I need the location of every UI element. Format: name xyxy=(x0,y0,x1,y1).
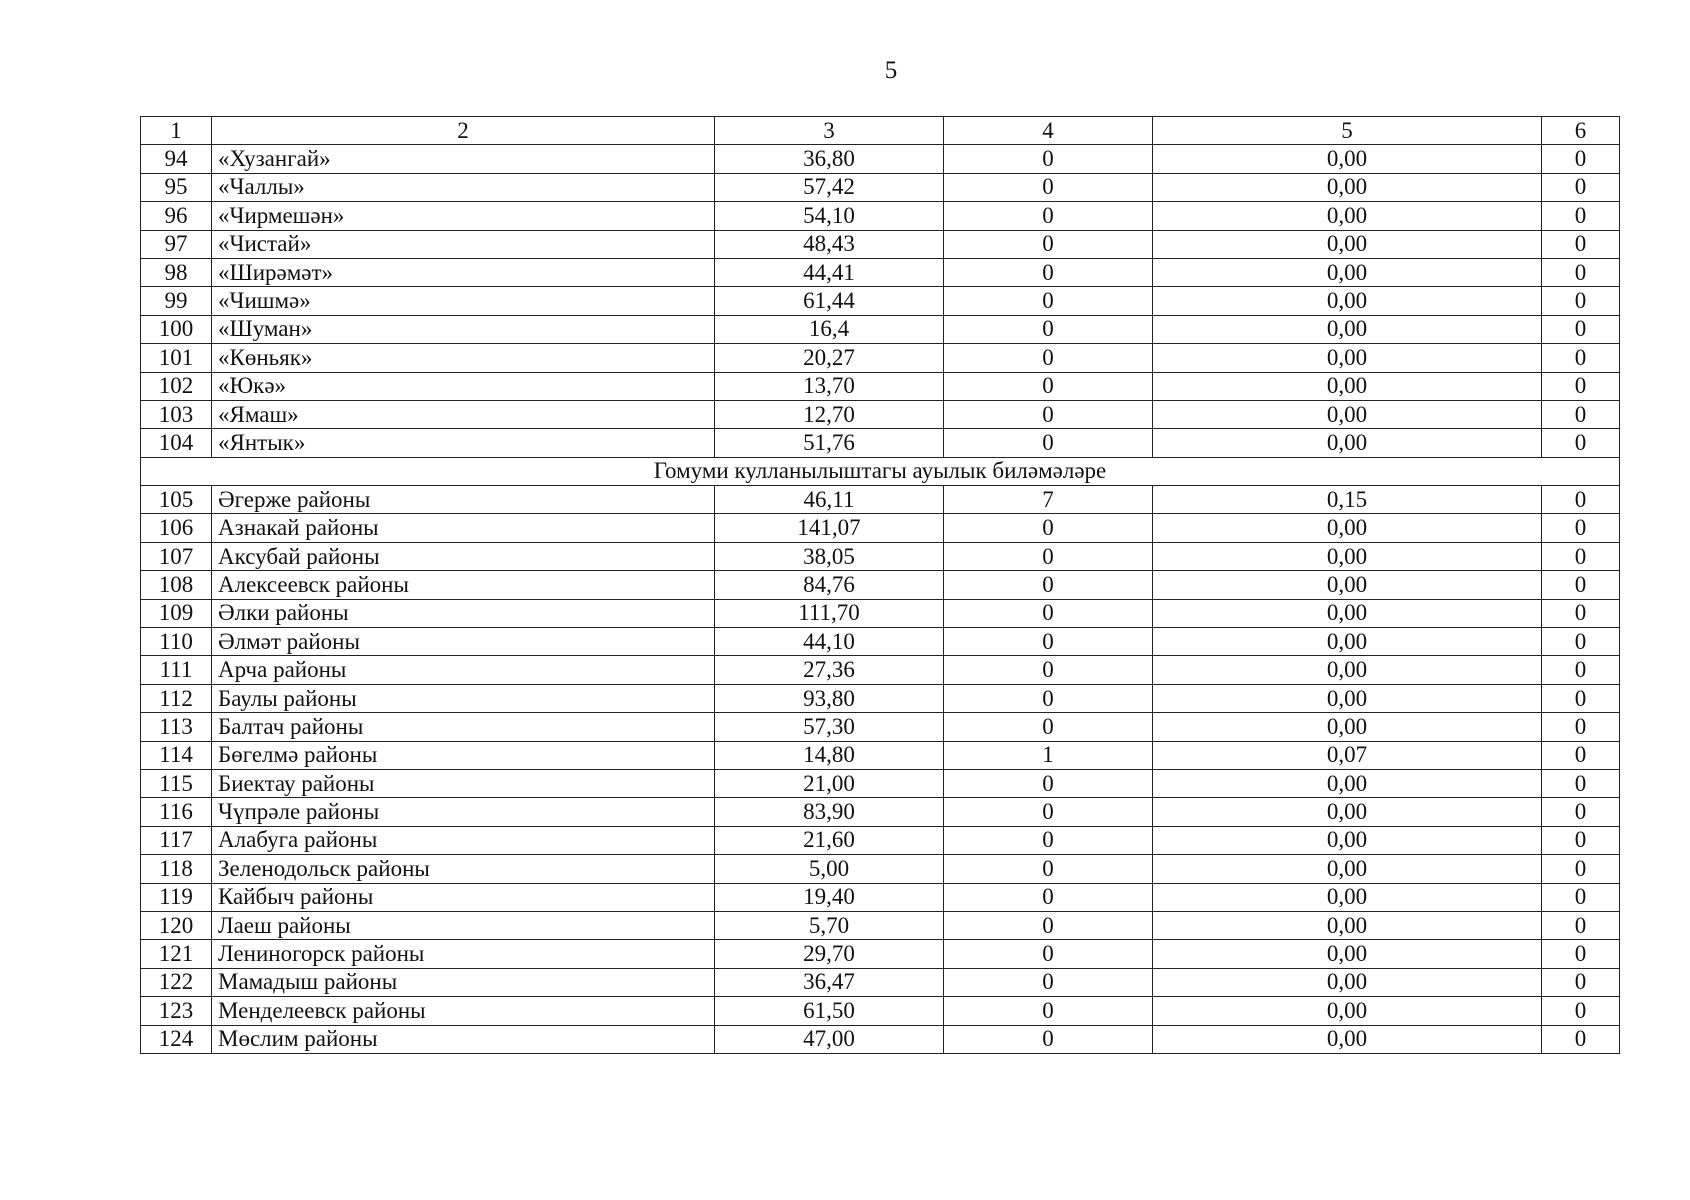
name-cell: Арча районы xyxy=(212,656,715,684)
name-cell: «Хузангай» xyxy=(212,145,715,173)
name-cell: «Ямаш» xyxy=(212,400,715,428)
row-number-cell: 106 xyxy=(141,514,212,542)
name-cell: «Чистай» xyxy=(212,230,715,258)
row-number-cell: 104 xyxy=(141,429,212,457)
value-cell-3: 19,40 xyxy=(715,883,944,911)
value-cell-5: 0,00 xyxy=(1153,258,1542,286)
value-cell-3: 29,70 xyxy=(715,940,944,968)
row-number-cell: 109 xyxy=(141,599,212,627)
value-cell-6: 0 xyxy=(1542,684,1620,712)
value-cell-4: 0 xyxy=(944,684,1153,712)
value-cell-3: 21,00 xyxy=(715,769,944,797)
table-row xyxy=(141,769,1620,797)
row-number-cell: 122 xyxy=(141,968,212,996)
row-number-cell: 111 xyxy=(141,656,212,684)
value-cell-3: 44,41 xyxy=(715,258,944,286)
value-cell-4: 0 xyxy=(944,173,1153,201)
row-number-cell: 103 xyxy=(141,400,212,428)
value-cell-4: 0 xyxy=(944,968,1153,996)
value-cell-5: 0,00 xyxy=(1153,911,1542,939)
value-cell-6: 0 xyxy=(1542,855,1620,883)
name-cell: Чүпрәле районы xyxy=(212,798,715,826)
value-cell-4: 0 xyxy=(944,429,1153,457)
value-cell-6: 0 xyxy=(1542,1025,1620,1053)
row-number-cell: 107 xyxy=(141,542,212,570)
value-cell-4: 0 xyxy=(944,855,1153,883)
name-cell: «Чаллы» xyxy=(212,173,715,201)
row-number-cell: 124 xyxy=(141,1025,212,1053)
value-cell-3: 57,42 xyxy=(715,173,944,201)
name-cell: «Көньяк» xyxy=(212,344,715,372)
value-cell-3: 44,10 xyxy=(715,628,944,656)
table-row xyxy=(141,315,1620,343)
header-cell-1: 1 xyxy=(141,117,212,145)
table-row xyxy=(141,287,1620,315)
value-cell-3: 27,36 xyxy=(715,656,944,684)
row-number-cell: 98 xyxy=(141,258,212,286)
value-cell-6: 0 xyxy=(1542,826,1620,854)
table-row xyxy=(141,202,1620,230)
table-row xyxy=(141,542,1620,570)
value-cell-3: 21,60 xyxy=(715,826,944,854)
name-cell: Кайбыч районы xyxy=(212,883,715,911)
data-table xyxy=(140,116,1620,1054)
row-number-cell: 110 xyxy=(141,628,212,656)
value-cell-6: 0 xyxy=(1542,145,1620,173)
row-number-cell: 94 xyxy=(141,145,212,173)
value-cell-6: 0 xyxy=(1542,656,1620,684)
value-cell-5: 0,00 xyxy=(1153,230,1542,258)
value-cell-5: 0,00 xyxy=(1153,173,1542,201)
name-cell: Биектау районы xyxy=(212,769,715,797)
table-row xyxy=(141,1025,1620,1053)
value-cell-6: 0 xyxy=(1542,258,1620,286)
name-cell: Мөслим районы xyxy=(212,1025,715,1053)
value-cell-5: 0,00 xyxy=(1153,514,1542,542)
value-cell-3: 93,80 xyxy=(715,684,944,712)
value-cell-5: 0,00 xyxy=(1153,315,1542,343)
name-cell: Мамадыш районы xyxy=(212,968,715,996)
value-cell-4: 0 xyxy=(944,571,1153,599)
value-cell-6: 0 xyxy=(1542,344,1620,372)
value-cell-4: 0 xyxy=(944,769,1153,797)
value-cell-5: 0,00 xyxy=(1153,684,1542,712)
value-cell-4: 0 xyxy=(944,883,1153,911)
name-cell: «Чирмешән» xyxy=(212,202,715,230)
value-cell-3: 57,30 xyxy=(715,713,944,741)
value-cell-4: 0 xyxy=(944,372,1153,400)
value-cell-5: 0,00 xyxy=(1153,542,1542,570)
header-cell-2: 2 xyxy=(212,117,715,145)
value-cell-6: 0 xyxy=(1542,940,1620,968)
value-cell-6: 0 xyxy=(1542,741,1620,769)
value-cell-4: 0 xyxy=(944,258,1153,286)
name-cell: Менделеевск районы xyxy=(212,997,715,1025)
value-cell-5: 0,00 xyxy=(1153,968,1542,996)
value-cell-5: 0,00 xyxy=(1153,372,1542,400)
value-cell-3: 51,76 xyxy=(715,429,944,457)
row-number-cell: 120 xyxy=(141,911,212,939)
row-number-cell: 102 xyxy=(141,372,212,400)
table-row xyxy=(141,429,1620,457)
table-row xyxy=(141,173,1620,201)
value-cell-4: 0 xyxy=(944,798,1153,826)
table-row xyxy=(141,628,1620,656)
section-title: Гомуми кулланылыштагы ауылык биләмәләре xyxy=(141,457,1620,485)
value-cell-3: 48,43 xyxy=(715,230,944,258)
value-cell-3: 5,70 xyxy=(715,911,944,939)
value-cell-4: 0 xyxy=(944,599,1153,627)
name-cell: «Юкә» xyxy=(212,372,715,400)
value-cell-6: 0 xyxy=(1542,514,1620,542)
value-cell-3: 61,50 xyxy=(715,997,944,1025)
table-row xyxy=(141,599,1620,627)
value-cell-4: 0 xyxy=(944,997,1153,1025)
value-cell-3: 61,44 xyxy=(715,287,944,315)
table-row xyxy=(141,344,1620,372)
table-row xyxy=(141,145,1620,173)
value-cell-5: 0,00 xyxy=(1153,429,1542,457)
table-row xyxy=(141,372,1620,400)
value-cell-6: 0 xyxy=(1542,599,1620,627)
value-cell-4: 1 xyxy=(944,741,1153,769)
value-cell-5: 0,00 xyxy=(1153,571,1542,599)
value-cell-4: 0 xyxy=(944,628,1153,656)
value-cell-5: 0,00 xyxy=(1153,940,1542,968)
value-cell-5: 0,00 xyxy=(1153,769,1542,797)
row-number-cell: 99 xyxy=(141,287,212,315)
value-cell-4: 0 xyxy=(944,344,1153,372)
table-row xyxy=(141,940,1620,968)
value-cell-6: 0 xyxy=(1542,372,1620,400)
value-cell-4: 0 xyxy=(944,315,1153,343)
value-cell-4: 0 xyxy=(944,911,1153,939)
header-cell-4: 4 xyxy=(944,117,1153,145)
value-cell-6: 0 xyxy=(1542,883,1620,911)
name-cell: «Янтык» xyxy=(212,429,715,457)
row-number-cell: 112 xyxy=(141,684,212,712)
value-cell-3: 47,00 xyxy=(715,1025,944,1053)
value-cell-6: 0 xyxy=(1542,230,1620,258)
name-cell: Әлмәт районы xyxy=(212,628,715,656)
value-cell-4: 0 xyxy=(944,542,1153,570)
row-number-cell: 108 xyxy=(141,571,212,599)
row-number-cell: 123 xyxy=(141,997,212,1025)
name-cell: «Ширәмәт» xyxy=(212,258,715,286)
value-cell-5: 0,00 xyxy=(1153,287,1542,315)
value-cell-6: 0 xyxy=(1542,202,1620,230)
value-cell-3: 83,90 xyxy=(715,798,944,826)
header-cell-6: 6 xyxy=(1542,117,1620,145)
value-cell-5: 0,00 xyxy=(1153,997,1542,1025)
table-row xyxy=(141,968,1620,996)
value-cell-5: 0,00 xyxy=(1153,344,1542,372)
name-cell: Азнакай районы xyxy=(212,514,715,542)
table-row xyxy=(141,230,1620,258)
table-row xyxy=(141,400,1620,428)
value-cell-3: 20,27 xyxy=(715,344,944,372)
table-row xyxy=(141,883,1620,911)
row-number-cell: 96 xyxy=(141,202,212,230)
value-cell-6: 0 xyxy=(1542,769,1620,797)
value-cell-5: 0,00 xyxy=(1153,400,1542,428)
name-cell: Бөгелмә районы xyxy=(212,741,715,769)
table-row xyxy=(141,684,1620,712)
row-number-cell: 117 xyxy=(141,826,212,854)
value-cell-3: 13,70 xyxy=(715,372,944,400)
table-row xyxy=(141,514,1620,542)
row-number-cell: 114 xyxy=(141,741,212,769)
value-cell-6: 0 xyxy=(1542,486,1620,514)
value-cell-5: 0,00 xyxy=(1153,656,1542,684)
value-cell-5: 0,00 xyxy=(1153,599,1542,627)
name-cell: Баулы районы xyxy=(212,684,715,712)
value-cell-6: 0 xyxy=(1542,287,1620,315)
row-number-cell: 95 xyxy=(141,173,212,201)
value-cell-3: 111,70 xyxy=(715,599,944,627)
value-cell-5: 0,00 xyxy=(1153,1025,1542,1053)
row-number-cell: 119 xyxy=(141,883,212,911)
value-cell-5: 0,00 xyxy=(1153,145,1542,173)
value-cell-5: 0,00 xyxy=(1153,628,1542,656)
value-cell-5: 0,00 xyxy=(1153,202,1542,230)
table-row xyxy=(141,997,1620,1025)
row-number-cell: 116 xyxy=(141,798,212,826)
name-cell: Лениногорск районы xyxy=(212,940,715,968)
value-cell-4: 0 xyxy=(944,713,1153,741)
table-row xyxy=(141,656,1620,684)
value-cell-6: 0 xyxy=(1542,542,1620,570)
value-cell-6: 0 xyxy=(1542,968,1620,996)
name-cell: Аксубай районы xyxy=(212,542,715,570)
table-header-row xyxy=(141,117,1620,145)
row-number-cell: 115 xyxy=(141,769,212,797)
value-cell-4: 0 xyxy=(944,1025,1153,1053)
value-cell-4: 0 xyxy=(944,656,1153,684)
value-cell-6: 0 xyxy=(1542,315,1620,343)
value-cell-4: 0 xyxy=(944,145,1153,173)
value-cell-3: 36,80 xyxy=(715,145,944,173)
value-cell-5: 0,07 xyxy=(1153,741,1542,769)
value-cell-6: 0 xyxy=(1542,713,1620,741)
value-cell-6: 0 xyxy=(1542,571,1620,599)
row-number-cell: 121 xyxy=(141,940,212,968)
value-cell-3: 38,05 xyxy=(715,542,944,570)
value-cell-3: 12,70 xyxy=(715,400,944,428)
value-cell-5: 0,15 xyxy=(1153,486,1542,514)
value-cell-4: 0 xyxy=(944,940,1153,968)
table-row xyxy=(141,741,1620,769)
value-cell-4: 0 xyxy=(944,826,1153,854)
row-number-cell: 101 xyxy=(141,344,212,372)
table-row xyxy=(141,571,1620,599)
value-cell-3: 141,07 xyxy=(715,514,944,542)
value-cell-4: 0 xyxy=(944,400,1153,428)
value-cell-6: 0 xyxy=(1542,628,1620,656)
table-row xyxy=(141,826,1620,854)
value-cell-3: 84,76 xyxy=(715,571,944,599)
value-cell-6: 0 xyxy=(1542,798,1620,826)
table-body xyxy=(141,117,1620,1054)
value-cell-4: 0 xyxy=(944,514,1153,542)
name-cell: Әгерже районы xyxy=(212,486,715,514)
value-cell-5: 0,00 xyxy=(1153,855,1542,883)
value-cell-6: 0 xyxy=(1542,400,1620,428)
value-cell-3: 36,47 xyxy=(715,968,944,996)
value-cell-6: 0 xyxy=(1542,911,1620,939)
value-cell-4: 0 xyxy=(944,287,1153,315)
name-cell: Алабуга районы xyxy=(212,826,715,854)
value-cell-6: 0 xyxy=(1542,173,1620,201)
row-number-cell: 105 xyxy=(141,486,212,514)
table-row xyxy=(141,258,1620,286)
value-cell-3: 14,80 xyxy=(715,741,944,769)
value-cell-5: 0,00 xyxy=(1153,826,1542,854)
value-cell-3: 54,10 xyxy=(715,202,944,230)
name-cell: Әлки районы xyxy=(212,599,715,627)
row-number-cell: 118 xyxy=(141,855,212,883)
header-cell-5: 5 xyxy=(1153,117,1542,145)
name-cell: Алексеевск районы xyxy=(212,571,715,599)
table-row xyxy=(141,911,1620,939)
name-cell: «Шуман» xyxy=(212,315,715,343)
name-cell: «Чишмә» xyxy=(212,287,715,315)
value-cell-3: 46,11 xyxy=(715,486,944,514)
value-cell-4: 0 xyxy=(944,202,1153,230)
value-cell-3: 16,4 xyxy=(715,315,944,343)
section-row xyxy=(141,457,1620,485)
table-row xyxy=(141,713,1620,741)
table-row xyxy=(141,798,1620,826)
value-cell-5: 0,00 xyxy=(1153,798,1542,826)
value-cell-4: 0 xyxy=(944,230,1153,258)
row-number-cell: 100 xyxy=(141,315,212,343)
row-number-cell: 113 xyxy=(141,713,212,741)
value-cell-6: 0 xyxy=(1542,997,1620,1025)
value-cell-5: 0,00 xyxy=(1153,713,1542,741)
header-cell-3: 3 xyxy=(715,117,944,145)
row-number-cell: 97 xyxy=(141,230,212,258)
name-cell: Зеленодольск районы xyxy=(212,855,715,883)
value-cell-6: 0 xyxy=(1542,429,1620,457)
value-cell-4: 7 xyxy=(944,486,1153,514)
value-cell-3: 5,00 xyxy=(715,855,944,883)
page-number: 5 xyxy=(884,57,898,84)
table-row xyxy=(141,855,1620,883)
name-cell: Лаеш районы xyxy=(212,911,715,939)
name-cell: Балтач районы xyxy=(212,713,715,741)
value-cell-5: 0,00 xyxy=(1153,883,1542,911)
table-row xyxy=(141,486,1620,514)
